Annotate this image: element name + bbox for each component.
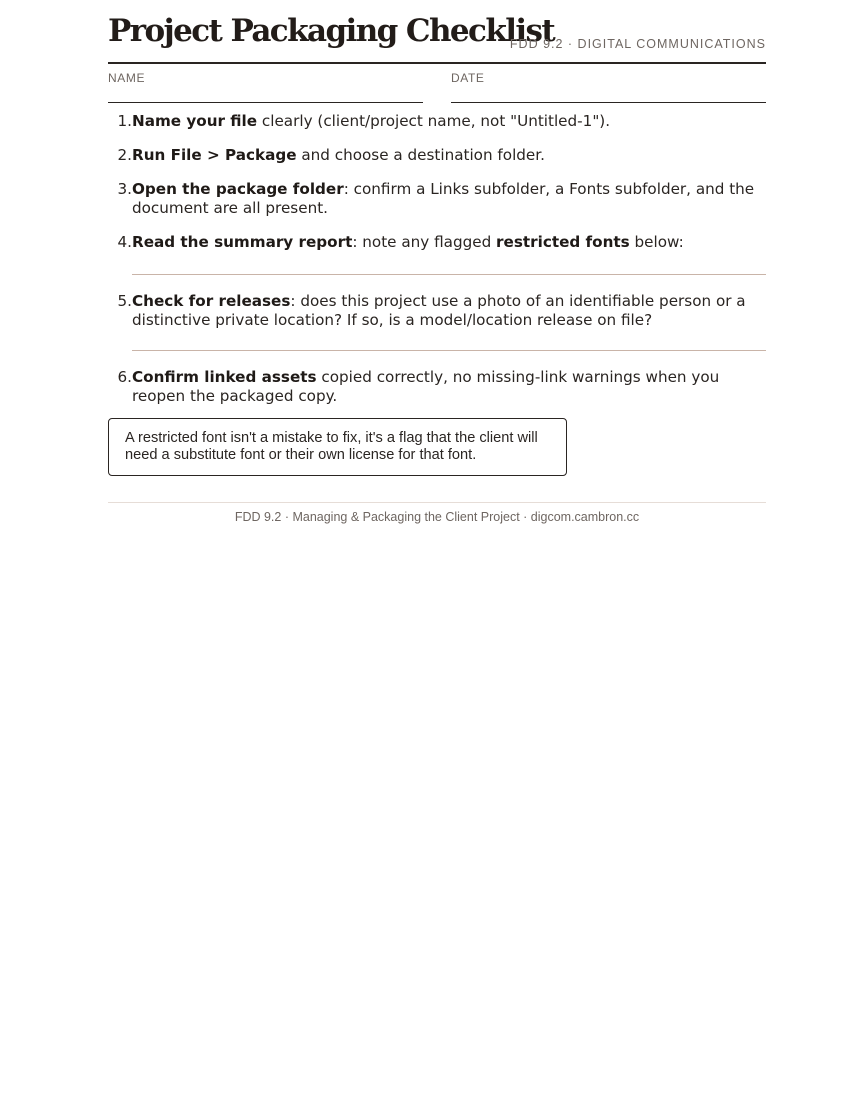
step-key-phrase: Open the package folder: [132, 180, 344, 198]
name-date-fields: [108, 64, 766, 102]
footer-divider: [108, 502, 766, 503]
restricted-fonts-write-line[interactable]: [132, 274, 766, 275]
step-detail: : note any flagged: [352, 233, 497, 251]
step-number: 5.: [117, 292, 132, 310]
step-number: 2.: [117, 146, 132, 164]
step-key-phrase: restricted fonts: [496, 233, 630, 251]
step-number: 6.: [117, 368, 132, 386]
date-field-label: DATE: [451, 71, 485, 85]
step-key-phrase: Run File > Package: [132, 146, 297, 164]
step-text: [132, 180, 768, 218]
step-detail: copied correctly, no missing-link warnings when you reopen the packaged copy.: [132, 368, 720, 405]
page-title: Project Packaging Checklist: [108, 13, 555, 49]
step-number: 3.: [117, 180, 132, 198]
step-detail: : confirm a Links subfolder, a Fonts subfolder, and the document are all present.: [132, 180, 755, 217]
name-field[interactable]: [108, 64, 423, 103]
step-key-phrase: Check for releases: [132, 292, 291, 310]
step-text: [132, 112, 768, 131]
releases-write-line[interactable]: [132, 350, 766, 351]
restricted-font-note: A restricted font isn't a mistake to fix, it's a flag that the client will need a substitute font or their own license for that font.: [108, 418, 567, 476]
step-key-phrase: Read the summary report: [132, 233, 353, 251]
step-detail: : does this project use a photo of an identifiable person or a distinctive private location? If so, is a model/location release on file?: [132, 292, 746, 329]
step-text: [132, 233, 768, 252]
step-text: [132, 292, 768, 330]
checklist-page: [108, 0, 766, 524]
step-detail: and choose a destination folder.: [296, 146, 545, 164]
step-number: 4.: [117, 233, 132, 251]
step-key-phrase: Name your file: [132, 112, 258, 130]
page-footer: FDD 9.2 · Managing & Packaging the Client Project · digcom.cambron.cc: [234, 510, 640, 524]
step-key-phrase: Confirm linked assets: [132, 368, 317, 386]
step-number: 1.: [117, 112, 132, 130]
name-field-label: NAME: [108, 71, 146, 85]
course-tag: FDD 9.2 · DIGITAL COMMUNICATIONS: [509, 37, 766, 51]
step-text: [132, 146, 768, 165]
page-header: [108, 0, 766, 64]
date-field[interactable]: [451, 64, 766, 103]
step-text: [132, 368, 768, 406]
step-detail: below:: [629, 233, 684, 251]
step-detail: clearly (client/project name, not "Untitled-1").: [257, 112, 611, 130]
